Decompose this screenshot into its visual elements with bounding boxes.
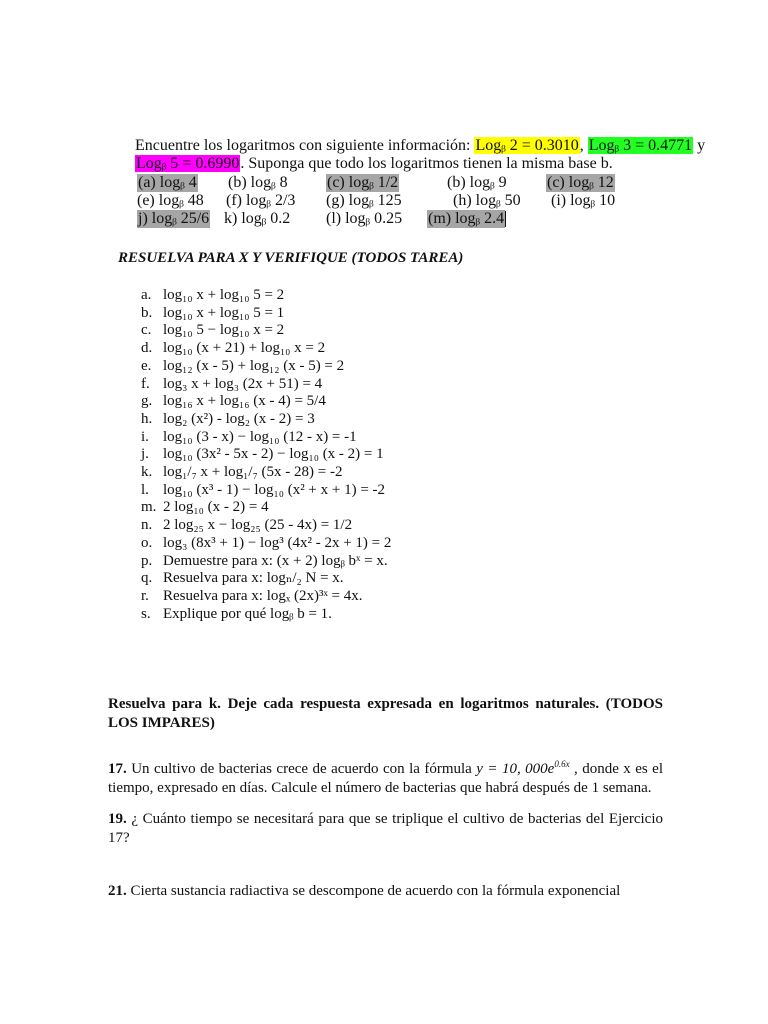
equation-text: Explique por qué logᵦ b = 1. bbox=[163, 605, 332, 622]
problem-17-text-a: Un cultivo de bacterias crece de acuerdo con la fórmula bbox=[126, 761, 477, 777]
problem-19-text: ¿ Cuánto tiempo se necesitará para que se triplique el cultivo de bacterias del Ejercicio 17? bbox=[108, 811, 663, 846]
highlight-log5: Logᵦ 5 = 0.6990 bbox=[136, 155, 240, 172]
equation-row bbox=[141, 534, 391, 552]
equation-row bbox=[141, 357, 344, 375]
intro-line-2 bbox=[135, 155, 613, 173]
problem-19 bbox=[108, 810, 663, 848]
exercise-b2: (b) logᵦ 9 bbox=[447, 174, 507, 191]
equation-text: log₁₀ (3 - x) − log₁₀ (12 - x) = -1 bbox=[163, 428, 357, 445]
exercise-b: (b) logᵦ 8 bbox=[228, 174, 288, 191]
equation-row bbox=[141, 445, 384, 463]
equation-row bbox=[141, 321, 284, 339]
equation-text: 2 log₁₀ (x - 2) = 4 bbox=[163, 499, 269, 516]
equation-text: Resuelva para x: logₓ (2x)³ˣ = 4x. bbox=[163, 587, 363, 604]
formula-exponent: 0.6x bbox=[554, 759, 570, 769]
problem-19-number: 19. bbox=[108, 811, 127, 827]
equation-row bbox=[141, 463, 343, 481]
equation-row bbox=[141, 587, 363, 605]
equation-letter: g. bbox=[141, 393, 153, 410]
equation-row bbox=[141, 286, 284, 304]
equation-letter: s. bbox=[141, 605, 151, 622]
formula-base: y = 10, 000e bbox=[476, 761, 555, 777]
exercise-c: (c) logᵦ 1/2 bbox=[327, 174, 399, 191]
intro-prefix: Encuentre los logaritmos con siguiente información: bbox=[135, 137, 475, 154]
equation-row bbox=[141, 304, 284, 322]
problem-17 bbox=[108, 755, 663, 798]
equation-text: log₂ (x²) - log₂ (x - 2) = 3 bbox=[163, 410, 315, 427]
equation-row bbox=[141, 516, 352, 534]
equation-letter: n. bbox=[141, 517, 153, 534]
equation-row bbox=[141, 552, 388, 570]
problem-17-text-b: , donde x es el tiempo, expresado en días. Calcule el número de bacterias que habrá después de 1 semana. bbox=[108, 761, 664, 796]
problem-17-formula bbox=[476, 761, 569, 777]
equation-row bbox=[141, 569, 344, 587]
equation-row bbox=[141, 605, 332, 623]
equation-row bbox=[141, 481, 385, 499]
equation-letter: e. bbox=[141, 357, 152, 374]
exercise-m: (m) logᵦ 2.4 bbox=[428, 210, 505, 227]
highlight-log2: Logᵦ 2 = 0.3010 bbox=[475, 137, 579, 154]
text-cursor bbox=[505, 211, 506, 227]
equation-text: log₁/₇ x + log₁/₇ (5x - 28) = -2 bbox=[163, 464, 343, 480]
exercise-h: (h) logᵦ 50 bbox=[453, 192, 521, 209]
problem-17-number: 17. bbox=[108, 761, 127, 777]
equation-row bbox=[141, 428, 357, 446]
exercise-g: (g) logᵦ 125 bbox=[326, 192, 402, 209]
equation-text: log₁₀ (x³ - 1) − log₁₀ (x² + x + 1) = -2 bbox=[163, 481, 386, 498]
exercise-c2: (c) logᵦ 12 bbox=[547, 174, 614, 191]
equation-text: log₁₀ x + log₁₀ 5 = 2 bbox=[163, 287, 285, 303]
equation-letter: r. bbox=[141, 587, 149, 604]
equation-letter: l. bbox=[141, 481, 149, 498]
problem-21 bbox=[108, 882, 663, 901]
equation-letter: f. bbox=[141, 375, 150, 392]
intro-comma: , bbox=[579, 137, 588, 154]
exercise-a: (a) logᵦ 4 bbox=[138, 174, 197, 191]
equation-text: log₁₀ x + log₁₀ 5 = 1 bbox=[163, 304, 285, 321]
intro-line2-suffix: . Suponga que todo los logaritmos tienen la misma base b. bbox=[240, 155, 613, 172]
exercise-k: k) logᵦ 0.2 bbox=[224, 210, 291, 227]
exercise-l: (l) logᵦ 0.25 bbox=[326, 210, 403, 227]
equation-text: Resuelva para x: logₙ/₂ N = x. bbox=[163, 570, 344, 587]
equation-letter: k. bbox=[141, 464, 153, 480]
equation-text: log₃ (8x³ + 1) − log³ (4x² - 2x + 1) = 2 bbox=[163, 534, 392, 551]
exercise-e: (e) logᵦ 48 bbox=[137, 192, 204, 209]
problem-21-text: Cierta sustancia radiactiva se descompone de acuerdo con la fórmula exponencial bbox=[126, 883, 621, 899]
equation-row bbox=[141, 410, 315, 428]
section-title: RESUELVA PARA X Y VERIFIQUE (TODOS TAREA) bbox=[118, 250, 464, 266]
equation-text: log₁₀ 5 − log₁₀ x = 2 bbox=[163, 322, 285, 339]
equation-row bbox=[141, 392, 326, 410]
equation-letter: d. bbox=[141, 340, 153, 357]
equation-text: log₃ x + log₃ (2x + 51) = 4 bbox=[163, 375, 323, 392]
equation-letter: o. bbox=[141, 534, 153, 551]
problem-21-number: 21. bbox=[108, 883, 127, 899]
exercise-f: (f) logᵦ 2/3 bbox=[226, 192, 296, 209]
highlight-log3: Logᵦ 3 = 0.4771 bbox=[588, 137, 693, 154]
equation-letter: m. bbox=[141, 499, 157, 516]
equation-letter: j. bbox=[141, 446, 149, 463]
equation-text: log₁₂ (x - 5) + log₁₂ (x - 5) = 2 bbox=[163, 357, 345, 374]
intro-line-1 bbox=[135, 137, 705, 155]
equation-text: log₁₀ (3x² - 5x - 2) − log₁₀ (x - 2) = 1 bbox=[163, 446, 384, 463]
equation-row bbox=[141, 339, 325, 357]
equation-text: 2 log₂₅ x − log₂₅ (25 - 4x) = 1/2 bbox=[163, 517, 353, 534]
equation-text: log₁₆ x + log₁₆ (x - 4) = 5/4 bbox=[163, 393, 326, 410]
part2-heading: Resuelva para k. Deje cada respuesta expresada en logaritmos naturales. (TODOS LOS IMPARES) bbox=[108, 696, 663, 731]
equation-letter: q. bbox=[141, 570, 153, 587]
exercise-i: (i) logᵦ 10 bbox=[551, 192, 616, 209]
equation-letter: i. bbox=[141, 428, 149, 445]
equation-letter: a. bbox=[141, 287, 152, 303]
exercise-j: j) logᵦ 25/6 bbox=[138, 210, 210, 227]
equation-letter: p. bbox=[141, 552, 153, 569]
equation-text: log₁₀ (x + 21) + log₁₀ x = 2 bbox=[163, 340, 326, 357]
equation-row bbox=[141, 498, 269, 516]
equation-row bbox=[141, 375, 322, 393]
intro-suffix: y bbox=[693, 137, 706, 154]
equation-text: Demuestre para x: (x + 2) logᵦ bˣ = x. bbox=[163, 552, 388, 569]
equation-letter: h. bbox=[141, 410, 153, 427]
equation-letter: c. bbox=[141, 322, 152, 339]
equation-letter: b. bbox=[141, 304, 153, 321]
